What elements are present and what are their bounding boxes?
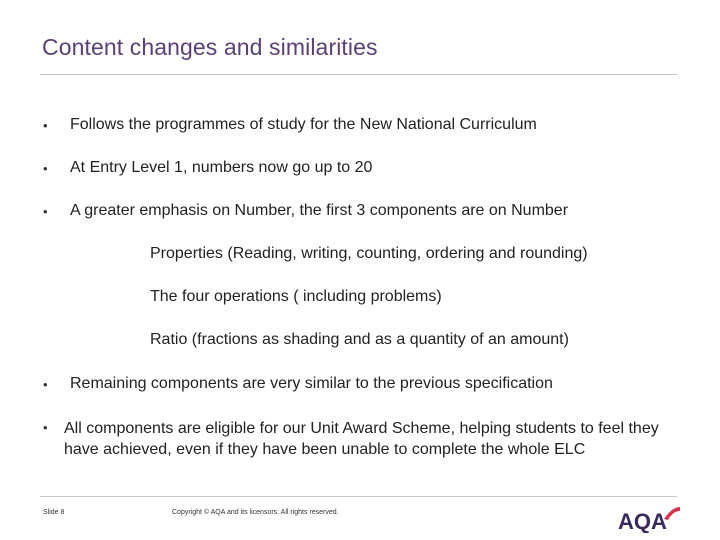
sub-item-1: Properties (Reading, writing, counting, ordering and rounding) <box>150 245 588 262</box>
bullet-marker: • <box>43 420 48 435</box>
bullet-2: At Entry Level 1, numbers now go up to 20 <box>70 159 373 176</box>
bullet-5: All components are eligible for our Unit Award Scheme, helping students to feel they have achieved, even if they have been unable to complete the whole ELC <box>64 420 659 458</box>
slide-number: Slide 8 <box>43 509 65 516</box>
copyright-notice: Copyright © AQA and its licensors. All rights reserved. <box>172 509 339 516</box>
bullet-marker: • <box>43 118 48 133</box>
footer-divider <box>40 496 677 497</box>
bullet-marker: • <box>43 377 48 392</box>
aqa-logo-icon <box>618 505 680 533</box>
bullet-marker: • <box>43 161 48 176</box>
title-divider <box>40 74 677 75</box>
slide-title: Content changes and similarities <box>42 34 378 60</box>
bullet-marker: • <box>43 204 48 219</box>
bullet-4: Remaining components are very similar to the previous specification <box>70 375 553 392</box>
sub-item-2: The four operations ( including problems) <box>150 288 442 305</box>
aqa-logo-text: AQA <box>618 509 667 533</box>
bullet-3: A greater emphasis on Number, the first 3 components are on Number <box>70 202 569 219</box>
aqa-logo <box>618 505 680 538</box>
bullet-1: Follows the programmes of study for the New National Curriculum <box>70 116 537 133</box>
sub-item-3: Ratio (fractions as shading and as a quantity of an amount) <box>150 331 569 348</box>
